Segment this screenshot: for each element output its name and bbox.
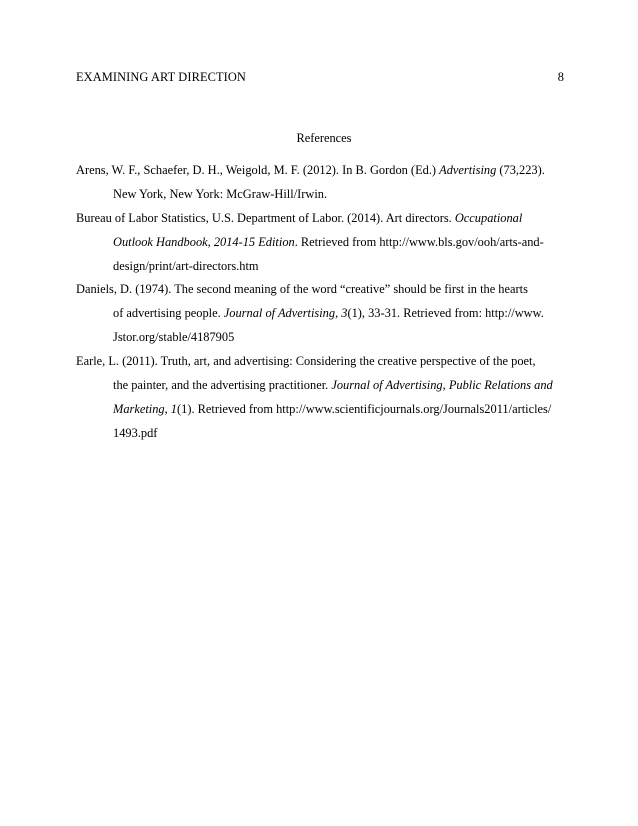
reference-line bbox=[76, 159, 568, 183]
reference-text: (1). Retrieved from http://www.scientificjournals.org/Journals2011/articles/ bbox=[177, 401, 552, 416]
reference-line bbox=[76, 302, 568, 326]
reference-entry bbox=[76, 278, 568, 350]
reference-text: New York, New York: McGraw-Hill/Irwin. bbox=[113, 186, 328, 201]
page-header bbox=[76, 70, 564, 88]
reference-line bbox=[76, 398, 568, 422]
reference-text: of advertising people. bbox=[113, 306, 224, 321]
page-number: 8 bbox=[557, 70, 564, 84]
reference-text: Jstor.org/stable/4187905 bbox=[113, 330, 235, 345]
reference-text: the painter, and the advertising practitioner. bbox=[113, 378, 332, 393]
reference-text: Bureau of Labor Statistics, U.S. Department of Labor. (2014). Art directors. bbox=[76, 210, 455, 225]
italic-text: Marketing, 1 bbox=[113, 401, 178, 416]
reference-text: Arens, W. F., Schaefer, D. H., Weigold, M. F. (2012). In B. Gordon (Ed.) bbox=[76, 163, 440, 177]
italic-text: Outlook Handbook, 2014-15 Edition bbox=[113, 234, 295, 249]
reference-line bbox=[76, 255, 568, 279]
italic-text: Advertising bbox=[439, 163, 497, 177]
reference-entry bbox=[76, 159, 568, 207]
reference-entry bbox=[76, 350, 568, 446]
running-head: EXAMINING ART DIRECTION bbox=[76, 70, 246, 84]
reference-line bbox=[76, 231, 568, 255]
italic-text: Occupational bbox=[454, 210, 523, 225]
reference-text: design/print/art-directors.htm bbox=[113, 258, 259, 273]
italic-text: Journal of Advertising, 3 bbox=[223, 306, 348, 321]
reference-text: 1493.pdf bbox=[113, 425, 158, 440]
reference-text: (1), 33-31. Retrieved from: http://www. bbox=[347, 306, 544, 321]
reference-line bbox=[76, 422, 568, 446]
reference-line bbox=[76, 374, 568, 398]
reference-text: . Retrieved from http://www.bls.gov/ooh/arts-and- bbox=[294, 234, 544, 249]
reference-line bbox=[76, 350, 568, 374]
references-title: References bbox=[296, 131, 352, 145]
references-list bbox=[76, 159, 568, 446]
reference-text: Earle, L. (2011). Truth, art, and advertising: Considering the creative perspective of the poet, bbox=[76, 354, 536, 369]
reference-text: Daniels, D. (1974). The second meaning of the word “creative” should be first in the hearts bbox=[76, 282, 528, 297]
italic-text: Journal of Advertising, Public Relations and bbox=[331, 378, 553, 393]
reference-line bbox=[76, 183, 568, 207]
reference-text: (73,223). bbox=[496, 163, 545, 177]
reference-entry bbox=[76, 207, 568, 279]
reference-line bbox=[76, 207, 568, 231]
reference-line bbox=[76, 278, 568, 302]
reference-line bbox=[76, 326, 568, 350]
